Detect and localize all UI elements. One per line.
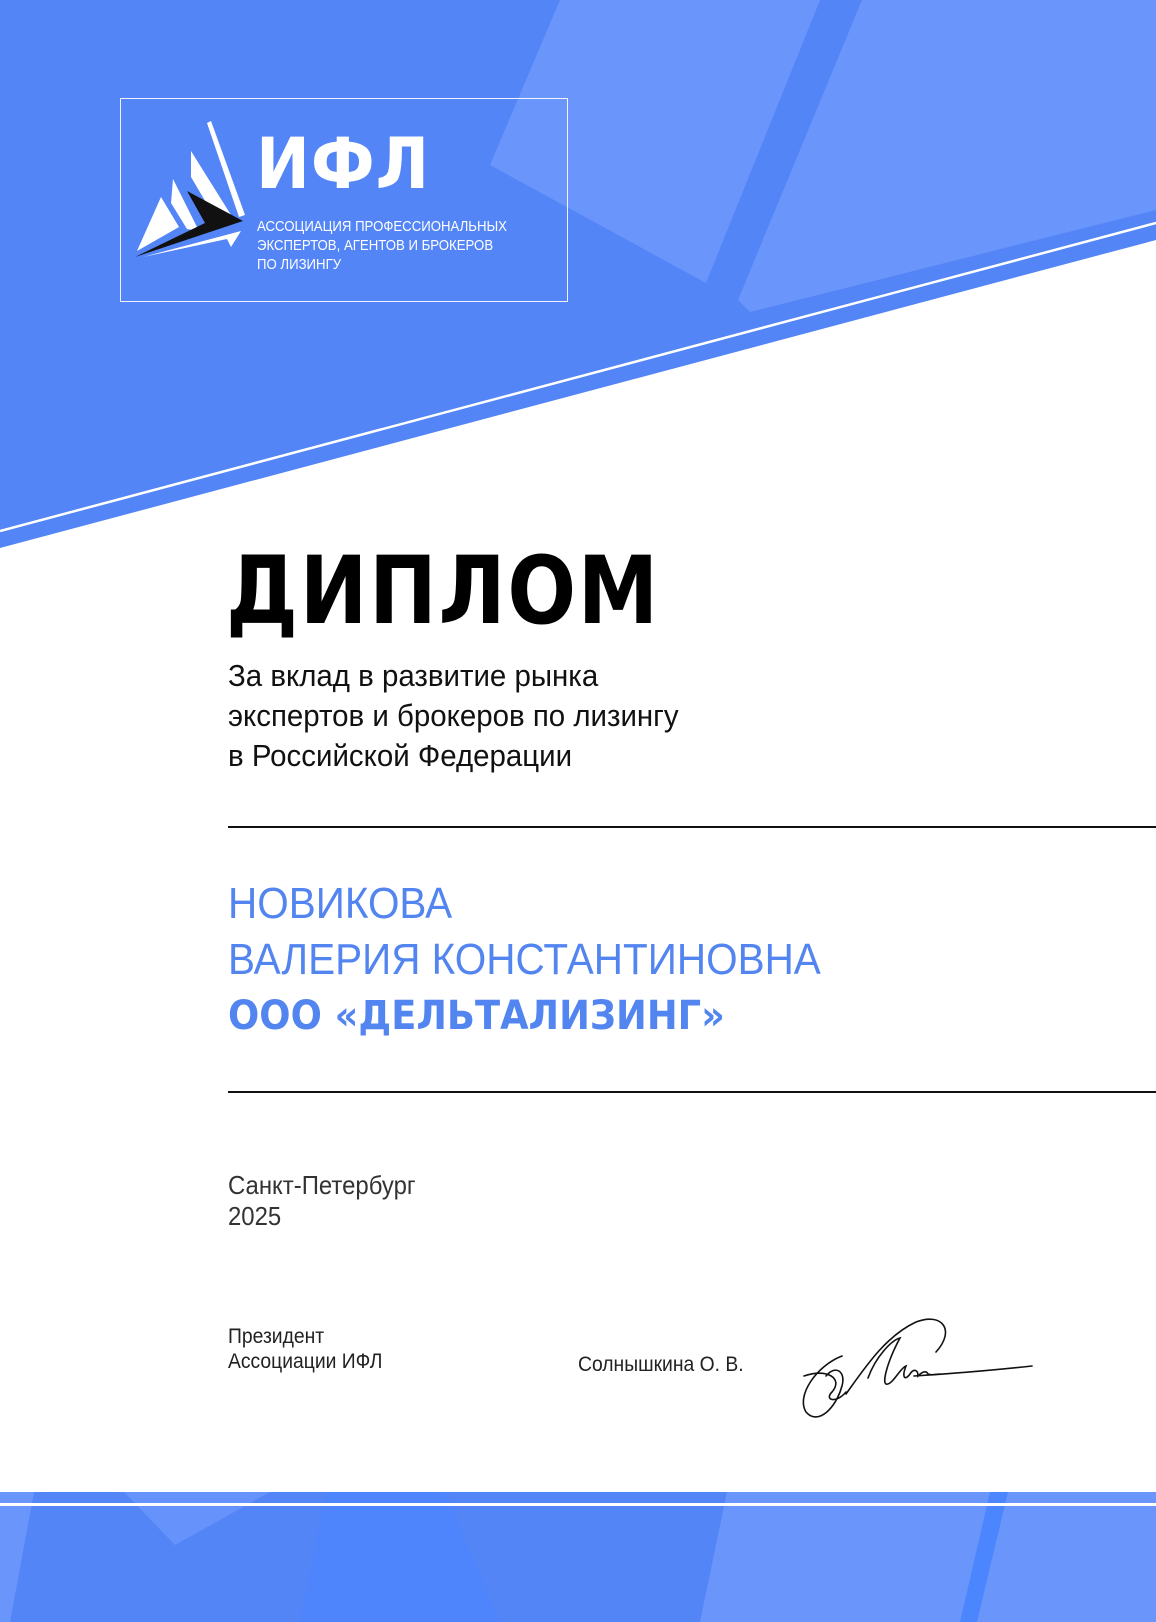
- issue-city: Санкт-Петербург: [228, 1170, 416, 1200]
- bottom-light-panel-4: [700, 1492, 1156, 1622]
- handwritten-signature-icon: [796, 1316, 1036, 1428]
- signatory-name: Солнышкина О. В.: [578, 1353, 744, 1376]
- recipient-block: [228, 876, 821, 1044]
- diploma-title: ДИПЛОМ: [226, 537, 660, 646]
- divider-top: [228, 826, 1156, 828]
- logo-full-name: [257, 217, 507, 274]
- bottom-white-line: [0, 1503, 1156, 1506]
- subtitle-line-1: За вклад в развитие рынка: [228, 658, 599, 693]
- association-logo: [120, 98, 568, 302]
- logo-line-2: ЭКСПЕРТОВ, АГЕНТОВ И БРОКЕРОВ: [257, 237, 494, 254]
- logo-line-1: АССОЦИАЦИЯ ПРОФЕССИОНАЛЬНЫХ: [257, 218, 507, 235]
- signatory-role: [228, 1324, 382, 1374]
- logo-line-3: ПО ЛИЗИНГУ: [257, 256, 342, 273]
- subtitle-line-3: в Российской Федерации: [228, 738, 573, 773]
- recipient-given-names: ВАЛЕРИЯ КОНСТАНТИНОВНА: [228, 935, 821, 984]
- subtitle-line-2: экспертов и брокеров по лизингу: [228, 698, 679, 733]
- paper-plane-sail-icon: [131, 119, 251, 259]
- recipient-surname: НОВИКОВА: [228, 879, 453, 928]
- issue-year: 2025: [228, 1201, 282, 1231]
- logo-abbreviation: ИФЛ: [256, 123, 431, 205]
- divider-bottom: [228, 1091, 1156, 1093]
- issue-place-date: [228, 1170, 416, 1232]
- diploma-subtitle: [228, 656, 679, 776]
- signatory-role-line-2: Ассоциации ИФЛ: [228, 1350, 383, 1373]
- recipient-organization: ООО «ДЕЛЬТАЛИЗИНГ»: [228, 993, 725, 1039]
- signatory-role-line-1: Президент: [228, 1325, 325, 1348]
